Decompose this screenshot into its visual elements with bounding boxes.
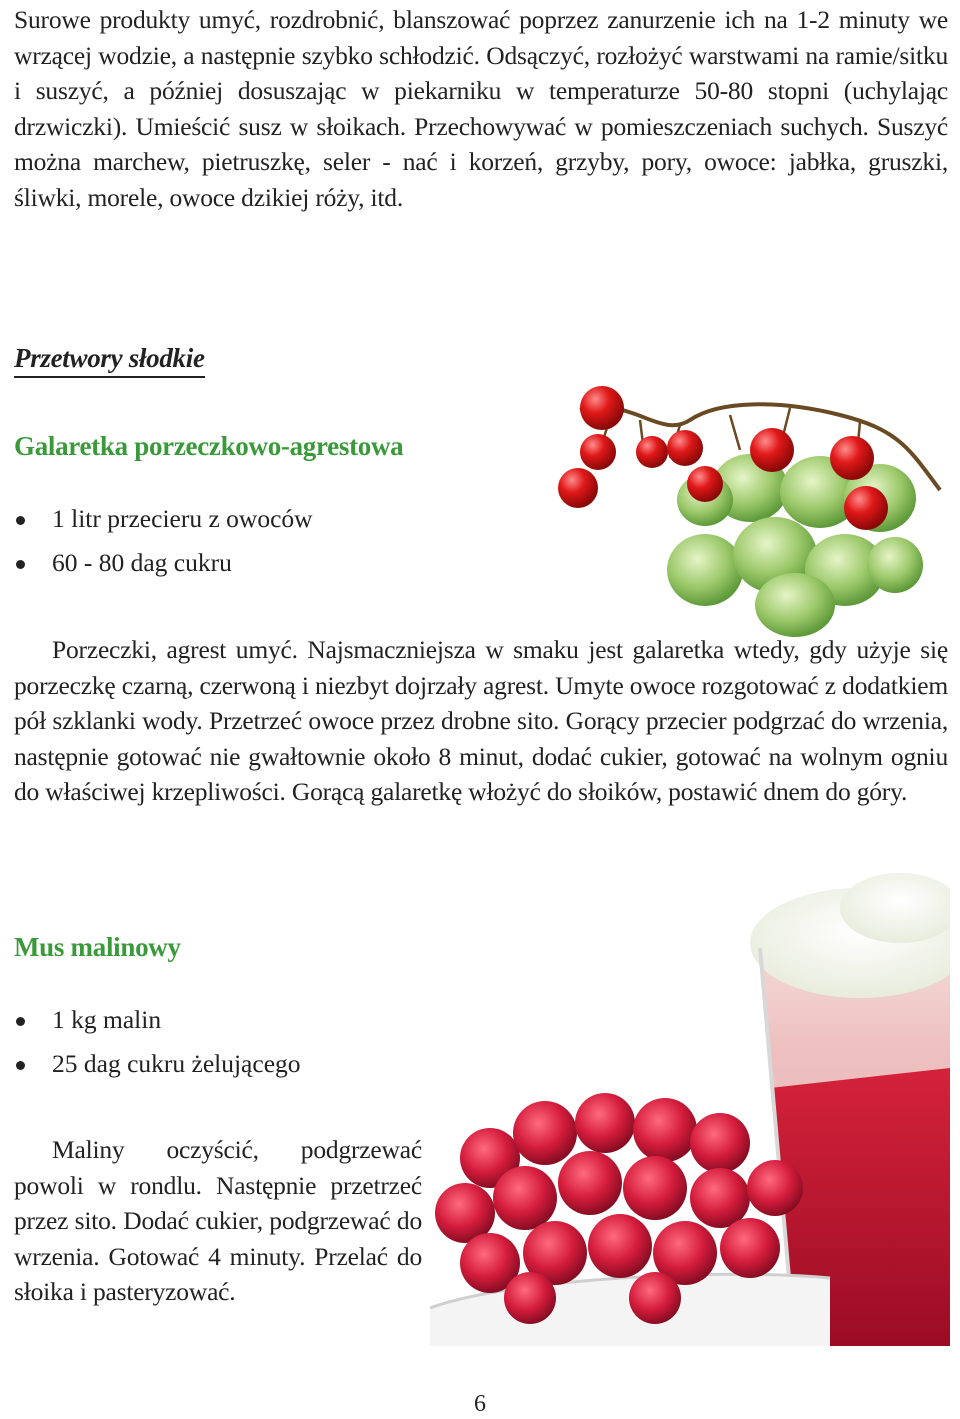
- bullet-icon: [16, 560, 25, 569]
- method-mus: Maliny oczyścić, podgrzewać powoli w rondlu. Następnie przetrzeć przez sito. Dodać cukier, podgrzewać do wrzenia. Gotować 4 minuty. Przelać do słoika i pasteryzować.: [14, 1135, 422, 1306]
- raspberry-mousse-photo: [430, 868, 950, 1346]
- list-item: 1 kg malin: [14, 1004, 301, 1048]
- recipe-title-mus: Mus malinowy: [14, 932, 181, 962]
- bullet-icon: [16, 1017, 25, 1026]
- list-item: 25 dag cukru żelującego: [14, 1048, 301, 1092]
- bullet-icon: [16, 516, 25, 525]
- recipe-title-galaretka: Galaretka porzeczkowo-agrestowa: [14, 431, 404, 461]
- list-item: 60 - 80 dag cukru: [14, 547, 313, 591]
- page-number: 6: [474, 1391, 486, 1417]
- method-galaretka: Porzeczki, agrest umyć. Najsmaczniejsza w smaku jest galaretka wtedy, gdy użyje się porzeczkę czarną, czerwoną i niezbyt dojrzały agrest. Umyte owoce rozgotować z dodatkiem pół szklanki wody. Przetrzeć owoce przez drobne sito. Gorący przecier podgrzać do wrzenia, następnie gotować nie gwałtownie około 8 minut, dodać cukier, gotować na wolnym ogniu do właściwej krzepliwości. Gorącą galaretkę włożyć do słoików, postawić dnem do góry.: [14, 635, 948, 806]
- ingredient-list-mus: [14, 1004, 301, 1092]
- ingredient-list-galaretka: [14, 503, 313, 591]
- list-item: 1 litr przecieru z owoców: [14, 503, 313, 547]
- intro-paragraph: Surowe produkty umyć, rozdrobnić, blanszować poprzez zanurzenie ich na 1-2 minuty we wrzącej wodzie, a następnie szybko schłodzić. Odsączyć, rozłożyć warstwami na ramie/sitku i suszyć, a później dosuszając w piekarniku w temperaturze 50-80 stopni (uchylając drzwiczki). Umieścić susz w słoikach. Przechowywać w pomieszczeniach suchych. Suszyć można marchew, pietruszkę, seler - nać i korzeń, grzyby, pory, owoce: jabłka, gruszki, śliwki, morele, owoce dzikiej róży, itd.: [14, 5, 948, 212]
- currant-gooseberry-photo: [540, 380, 950, 640]
- bullet-icon: [16, 1061, 25, 1070]
- section-heading: Przetwory słodkie: [14, 343, 205, 378]
